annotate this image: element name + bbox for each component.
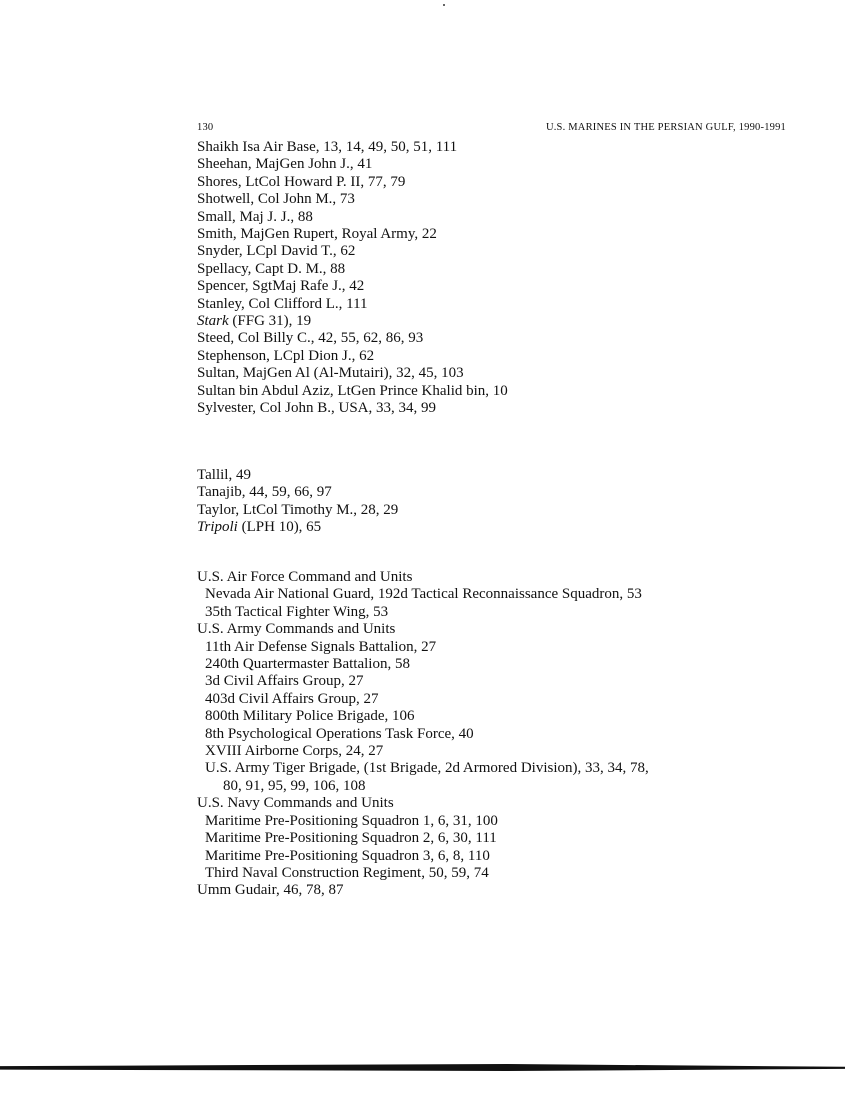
index-heading: U.S. Army Commands and Units — [197, 621, 396, 638]
index-entry: Sheehan, MajGen John J., 41 — [197, 156, 373, 173]
index-entry: Spencer, SgtMaj Rafe J., 42 — [197, 278, 365, 295]
index-block-t — [197, 467, 398, 537]
index-entry: Sultan, MajGen Al (Al-Mutairi), 32, 45, 103 — [197, 365, 464, 382]
ship-name: Tripoli — [197, 519, 238, 536]
index-entry: Maritime Pre-Positioning Squadron 1, 6, 31, 100 — [205, 812, 498, 829]
index-entry: U.S. Army Tiger Brigade, (1st Brigade, 2d Armored Division), 33, 34, 78, — [205, 760, 649, 777]
index-entry: 80, 91, 95, 99, 106, 108 — [223, 777, 366, 794]
page-number: 130 — [197, 122, 214, 133]
entry-pages: (LPH 10), 65 — [237, 519, 322, 536]
entry-pages: (FFG 31), 19 — [228, 313, 312, 330]
page-bottom-rule — [0, 1064, 845, 1071]
index-entry: Small, Maj J. J., 88 — [197, 208, 313, 225]
index-entry: Stephenson, LCpl Dion J., 62 — [197, 347, 375, 364]
index-entry: Tallil, 49 — [197, 467, 251, 483]
index-entry: Maritime Pre-Positioning Squadron 2, 6, 30, 111 — [205, 830, 497, 847]
scan-speck — [443, 4, 445, 6]
index-heading: U.S. Navy Commands and Units — [197, 795, 394, 812]
index-entry: XVIII Airborne Corps, 24, 27 — [205, 743, 384, 760]
index-heading: Umm Gudair, 46, 78, 87 — [197, 882, 344, 899]
index-entry: Maritime Pre-Positioning Squadron 3, 6, 8, 110 — [205, 847, 490, 864]
running-title: U.S. MARINES IN THE PERSIAN GULF, 1990-1991 — [545, 122, 786, 133]
index-entry: 403d Civil Affairs Group, 27 — [205, 690, 379, 707]
index-entry: Snyder, LCpl David T., 62 — [197, 243, 356, 260]
index-entry: Spellacy, Capt D. M., 88 — [197, 260, 346, 277]
index-entry: Third Naval Construction Regiment, 50, 59, 74 — [205, 864, 489, 881]
index-entry: 240th Quartermaster Battalion, 58 — [205, 656, 410, 673]
index-entry: Shores, LtCol Howard P. II, 77, 79 — [197, 173, 406, 190]
index-entry: 11th Air Defense Signals Battalion, 27 — [205, 638, 437, 655]
index-entry: Tanajib, 44, 59, 66, 97 — [197, 484, 332, 501]
index-entry: Taylor, LtCol Timothy M., 28, 29 — [197, 501, 399, 518]
index-block-u — [197, 569, 649, 900]
index-entry: Shaikh Isa Air Base, 13, 14, 49, 50, 51, 111 — [197, 139, 458, 155]
index-entry: Shotwell, Col John M., 73 — [197, 191, 355, 208]
index-entry: 800th Military Police Brigade, 106 — [205, 708, 415, 725]
index-entry: Sylvester, Col John B., USA, 33, 34, 99 — [197, 400, 436, 417]
index-entry: Sultan bin Abdul Aziz, LtGen Prince Khalid bin, 10 — [197, 382, 508, 399]
index-entry: 3d Civil Affairs Group, 27 — [205, 673, 364, 690]
index-entry: Steed, Col Billy C., 42, 55, 62, 86, 93 — [197, 330, 424, 347]
index-heading: U.S. Air Force Command and Units — [197, 569, 413, 585]
index-entry: Stanley, Col Clifford L., 111 — [197, 295, 368, 312]
index-entry: Smith, MajGen Rupert, Royal Army, 22 — [197, 226, 437, 243]
index-block-s — [197, 139, 508, 418]
index-entry: 8th Psychological Operations Task Force, 40 — [205, 725, 474, 742]
index-entry: 35th Tactical Fighter Wing, 53 — [205, 603, 389, 620]
ship-name: Stark — [197, 313, 229, 330]
index-entry — [197, 519, 398, 536]
index-entry — [197, 313, 508, 330]
index-entry: Nevada Air National Guard, 192d Tactical Reconnaissance Squadron, 53 — [205, 586, 642, 603]
